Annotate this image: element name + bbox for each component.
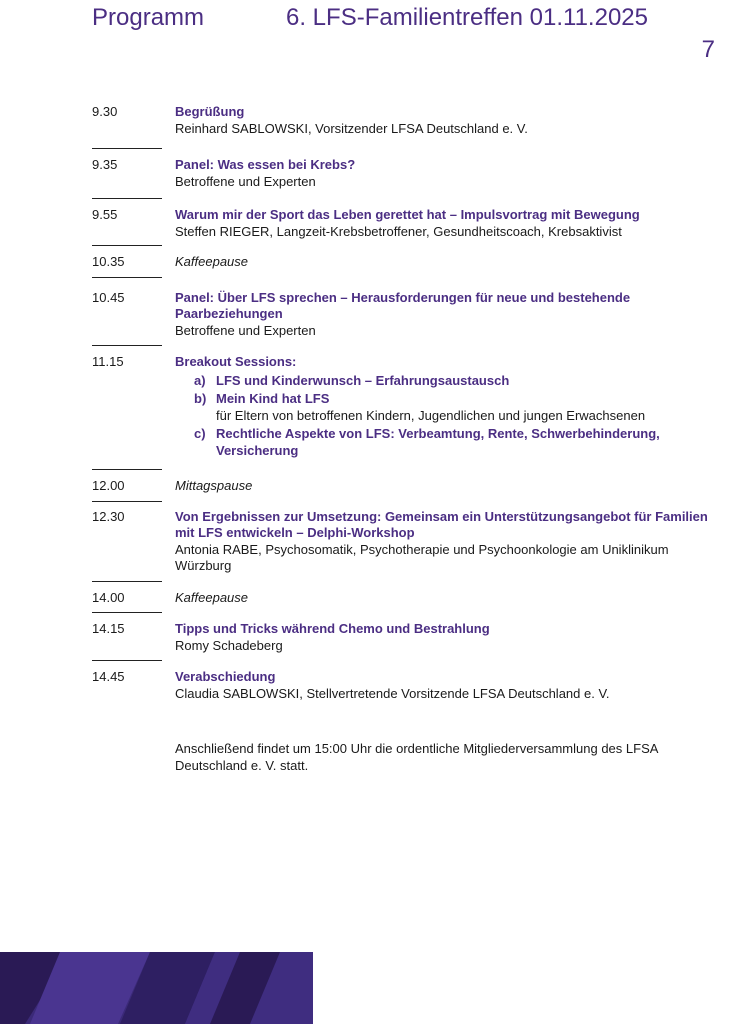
separator-line (92, 581, 162, 582)
program-time: 14.00 (92, 589, 125, 605)
program-item-desc: Claudia SABLOWSKI, Stellvertretende Vorsitzende LFSA Deutschland e. V. (175, 685, 610, 701)
program-item-desc: Reinhard SABLOWSKI, Vorsitzender LFSA Deutschland e. V. (175, 120, 528, 136)
session-letter: a) (194, 372, 206, 388)
separator-line (92, 612, 162, 613)
decorative-banner (0, 952, 313, 1024)
separator-line (92, 148, 162, 149)
program-row (92, 478, 712, 495)
program-row (92, 354, 712, 459)
program-item-desc: Antonia RABE, Psychosomatik, Psychotherapie und Psychoonkologie am Uniklinikum Würzburg (175, 541, 669, 573)
program-item-title: Tipps und Tricks während Chemo und Bestrahlung (175, 621, 490, 636)
program-row (92, 590, 712, 607)
program-item-desc: Romy Schadeberg (175, 637, 283, 653)
separator-line (92, 198, 162, 199)
program-time: 12.00 (92, 478, 125, 493)
program-item-desc: Betroffene und Experten (175, 322, 316, 338)
separator-line (92, 501, 162, 502)
program-time: 9.35 (92, 157, 118, 172)
program-time: 9.30 (92, 104, 118, 119)
program-item-desc: Steffen RIEGER, Langzeit-Krebsbetroffener, Gesundheitscoach, Krebsaktivist (175, 223, 622, 239)
separator-line (92, 245, 162, 246)
program-item-title: Breakout Sessions: (175, 354, 297, 369)
session-title: LFS und Kinderwunsch – Erfahrungsaustausch (216, 372, 510, 388)
program-item-title: Warum mir der Sport das Leben gerettet hat – Impulsvortrag mit Bewegung (175, 207, 640, 222)
program-schedule (92, 104, 712, 702)
program-time: 10.45 (92, 289, 125, 305)
separator-line (92, 469, 162, 470)
program-time: 12.30 (92, 508, 125, 524)
program-item-title: Von Ergebnissen zur Umsetzung: Gemeinsam ein Unterstützungsangebot für Familien mit LFS entwickeln – Delphi-Workshop (175, 508, 708, 540)
page-number: 7 (701, 36, 715, 63)
breakout-session (194, 391, 712, 424)
session-letter: b) (194, 391, 207, 406)
program-time: 14.15 (92, 621, 125, 636)
event-title: 6. LFS-Familientreffen 01.11.2025 (286, 4, 648, 31)
program-time: 9.55 (92, 207, 118, 222)
separator-line (92, 345, 162, 346)
program-item-title: Verabschiedung (175, 669, 276, 684)
program-time: 11.15 (92, 354, 124, 369)
program-time: 14.45 (92, 669, 125, 684)
program-row (92, 104, 712, 137)
program-break: Mittagspause (175, 478, 253, 493)
separator-line (92, 277, 162, 278)
breakout-session (194, 426, 712, 459)
separator-line (92, 660, 162, 661)
page-title: Programm (92, 4, 205, 31)
program-row (92, 621, 712, 654)
breakout-session (194, 373, 712, 390)
program-break: Kaffeepause (175, 254, 249, 269)
program-time: 10.35 (92, 254, 125, 269)
program-row (92, 509, 712, 575)
program-item-title: Panel: Über LFS sprechen – Herausforderungen für neue und bestehende Paarbeziehungen (175, 289, 631, 321)
program-break: Kaffeepause (175, 589, 249, 605)
program-row (92, 290, 712, 340)
program-row (92, 669, 712, 702)
session-title: Mein Kind hat LFS (216, 391, 330, 406)
program-item-title: Begrüßung (175, 104, 245, 119)
program-row (92, 157, 712, 190)
session-title: Rechtliche Aspekte von LFS: Verbeamtung, Rente, Schwerbehinderung, Versicherung (216, 426, 660, 458)
closing-note: Anschließend findet um 15:00 Uhr die ordentliche Mitgliederversammlung des LFSA Deutschland e. V. statt. (175, 741, 658, 773)
program-row (92, 254, 712, 271)
program-item-desc: Betroffene und Experten (175, 173, 316, 189)
program-row (92, 207, 712, 240)
session-letter: c) (194, 426, 206, 441)
program-item-title: Panel: Was essen bei Krebs? (175, 157, 356, 172)
session-desc: für Eltern von betroffenen Kindern, Jugendlichen und jungen Erwachsenen (216, 407, 646, 423)
breakout-session-list (194, 373, 712, 460)
